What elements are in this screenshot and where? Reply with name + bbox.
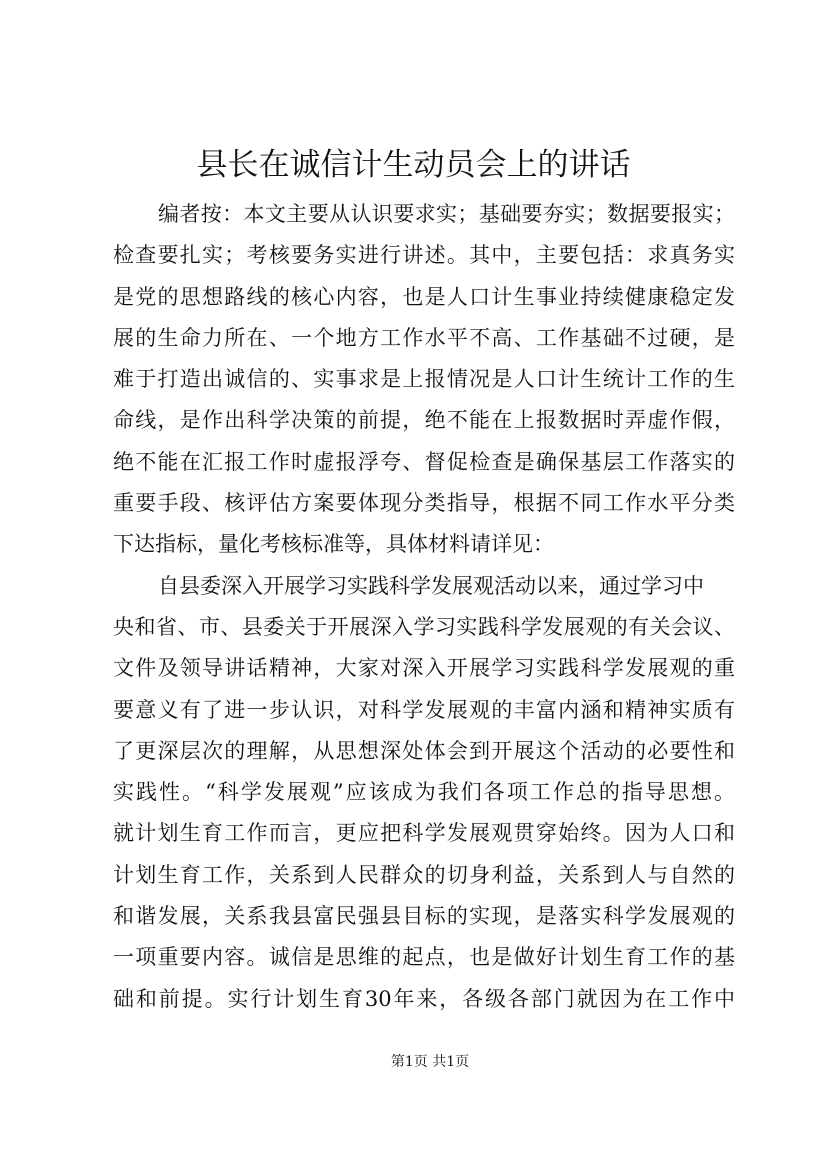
page-footer: 第1页 共1页 bbox=[390, 1054, 470, 1070]
text-line: 展的生命力所在、一个地方工作水平不高、工作基础不过硬，是 bbox=[113, 325, 735, 350]
text-line: 础和前提。实行计划生育30年来，各级各部门就因为在工作中 bbox=[113, 986, 735, 1011]
text-line: 就计划生育工作而言，更应把科学发展观贯穿始终。因为人口和 bbox=[113, 821, 735, 846]
document-title: 县长在诚信计生动员会上的讲话 bbox=[196, 147, 631, 183]
text-line: 文件及领导讲话精神，大家对深入开展学习实践科学发展观的重 bbox=[113, 656, 735, 681]
text-line: 要意义有了进一步认识，对科学发展观的丰富内涵和精神实质有 bbox=[113, 697, 735, 722]
text-line: 是党的思想路线的核心内容，也是人口计生事业持续健康稳定发 bbox=[113, 284, 735, 309]
text-line: 和谐发展，关系我县富民强县目标的实现，是落实科学发展观的 bbox=[113, 904, 735, 929]
text-line: 绝不能在汇报工作时虚报浮夸、督促检查是确保基层工作落实的 bbox=[113, 449, 735, 474]
text-line: 编者按：本文主要从认识要求实；基础要夯实；数据要报实； bbox=[158, 202, 735, 226]
text-line: 重要手段、核评估方案要体现分类指导，根据不同工作水平分类 bbox=[113, 491, 735, 516]
text-line: 下达指标，量化考核标准等，具体材料请详见： bbox=[113, 532, 554, 557]
text-line: 了更深层次的理解，从思想深处体会到开展这个活动的必要性和 bbox=[113, 738, 735, 763]
editor-note-paragraph bbox=[113, 194, 735, 566]
document-body bbox=[113, 194, 735, 1020]
text-line: 一项重要内容。诚信是思维的起点，也是做好计划生育工作的基 bbox=[113, 945, 735, 970]
text-line: 实践性。“科学发展观”应该成为我们各项工作总的指导思想。 bbox=[113, 780, 735, 805]
text-line: 难于打造出诚信的、实事求是上报情况是人口计生统计工作的生 bbox=[113, 367, 735, 392]
text-line: 命线，是作出科学决策的前提，绝不能在上报数据时弄虚作假， bbox=[113, 408, 735, 433]
text-line: 计划生育工作，关系到人民群众的切身利益，关系到人与自然的 bbox=[113, 862, 735, 887]
text-line: 检查要扎实；考核要务实进行讲述。其中，主要包括：求真务实 bbox=[113, 243, 735, 268]
text-line: 央和省、市、县委关于开展深入学习实践科学发展观的有关会议、 bbox=[113, 614, 735, 639]
text-line: 自县委深入开展学习实践科学发展观活动以来，通过学习中 bbox=[158, 573, 704, 598]
body-paragraph bbox=[113, 566, 735, 1020]
